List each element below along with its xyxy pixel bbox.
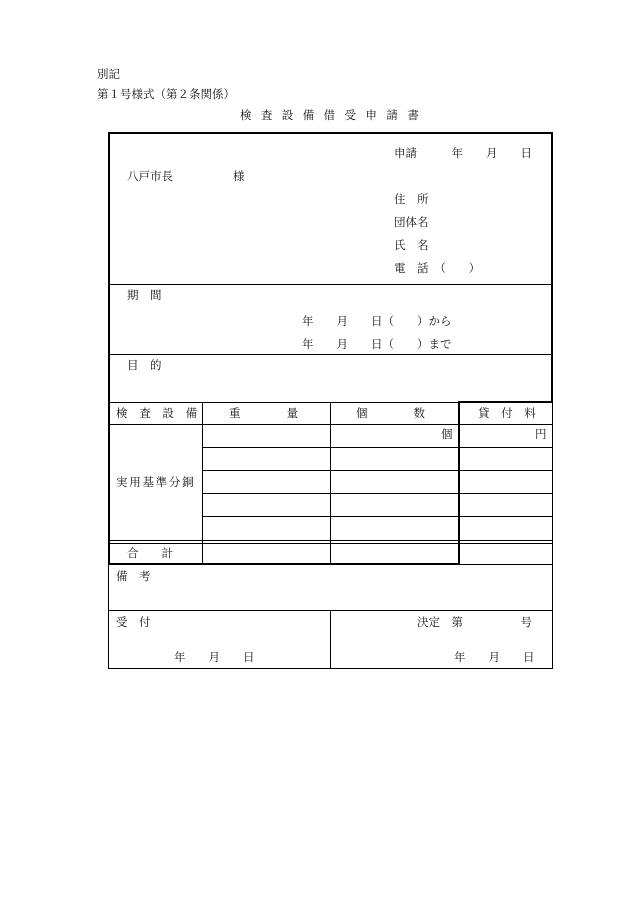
purpose-label: 目 的 (127, 358, 162, 372)
count-unit: 個 (441, 427, 453, 441)
divider-period (108, 284, 553, 285)
decision-number: 決定 第 号 (417, 615, 532, 629)
header-equipment: 検 査 設 備 (116, 406, 202, 420)
period-from: 年 月 日（ ）から (302, 314, 452, 328)
form-title: 検 査 設 備 借 受 申 請 書 (240, 108, 422, 122)
divider-purpose (108, 354, 553, 355)
form-border-left (108, 132, 110, 564)
col-line-2 (330, 402, 331, 564)
form-number: 第１号様式（第２条関係） (97, 87, 235, 101)
fee-unit: 円 (535, 427, 547, 441)
remarks-label: 備 考 (116, 569, 151, 583)
row-line-4 (202, 516, 552, 517)
bekki-label: 別記 (97, 67, 120, 81)
total-label: 合 計 (127, 546, 173, 560)
form-border-right (551, 132, 553, 402)
reception-label: 受 付 (116, 615, 151, 629)
header-fee: 貸 付 料 (478, 406, 540, 420)
form-border-left-lower (108, 564, 109, 669)
reception-date: 年 月 日 (174, 650, 255, 664)
org-label: 団体名 (394, 215, 429, 229)
row-line-3 (202, 493, 552, 494)
col-line-3 (458, 402, 460, 564)
address-label: 住 所 (394, 192, 429, 206)
footer-col-line (330, 610, 331, 669)
fee-header-top (458, 401, 553, 403)
period-label: 期 間 (127, 288, 162, 302)
row-line-2 (202, 470, 552, 471)
col-line-1 (202, 402, 203, 564)
header-weight: 重 量 (229, 406, 298, 420)
equipment-name: 実用基準分銅 (116, 475, 196, 489)
total-bottom-line-right (460, 564, 553, 565)
decision-date: 年 月 日 (454, 650, 535, 664)
apply-date: 申請 年 月 日 (394, 146, 532, 160)
row-line-1 (202, 447, 552, 448)
form-border-top (108, 132, 553, 134)
total-bottom-line (108, 563, 460, 565)
addressee: 八戸市長 (127, 169, 173, 183)
header-count: 個 数 (356, 406, 425, 420)
honorific: 様 (233, 169, 245, 183)
form-border-right-lower (552, 402, 553, 669)
period-to: 年 月 日（ ）まで (302, 337, 452, 351)
name-label: 氏 名 (394, 238, 429, 252)
phone-label: 電 話 （ ） (394, 261, 481, 275)
